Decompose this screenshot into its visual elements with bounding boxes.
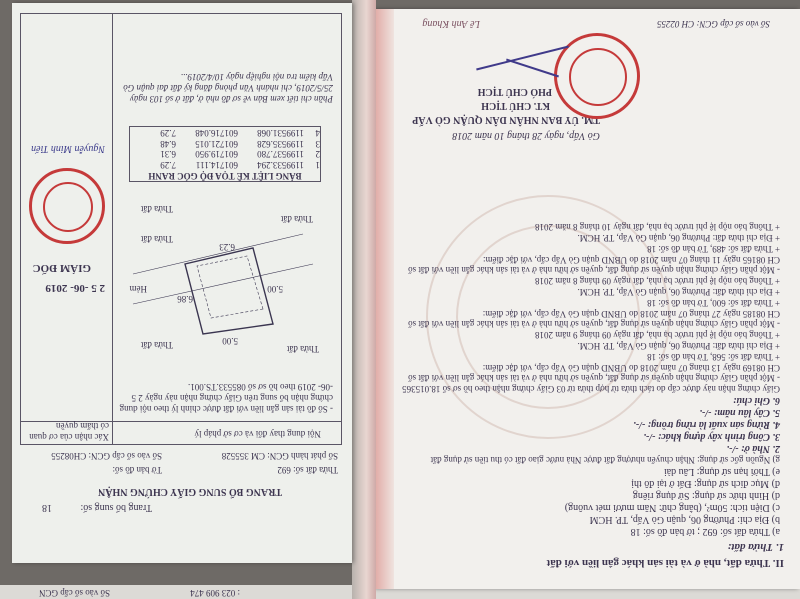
coord-cell: 3 xyxy=(315,138,320,149)
dimension-label: 6.23 xyxy=(219,242,235,252)
page-no: 18 xyxy=(42,502,52,513)
footer-note: Phần chi tiết xem Bản vẽ sơ đồ nhà ở, đất ở số 103 ngày 25/5/2019, chi nhánh Văn phòng đăng ký đất đai quận Gò Vấp kiểm tra nội nghiệp ngày 10/4/2019... xyxy=(123,72,333,104)
strip-phone: : 023 909 474 xyxy=(190,588,240,598)
detail-line: b) Địa chỉ: Phường 06, quận Gò Vấp, TP. HCM xyxy=(589,514,780,525)
detail-line: 2. Nhà ở: -/-. xyxy=(726,443,780,455)
detail-line: - Một phần Giấy chứng nhận quyền sử dụng đất, quyền sở hữu nhà ở và tài sản khác gắn liền với đất số CH 08169 ngày 13 tháng 07 năm 2018 do UBND quận Gò Vấp cấp, với đặc điểm: xyxy=(408,362,780,384)
coord-cell: 1199535.628 xyxy=(257,138,304,149)
supplement-title: TRANG BỔ SUNG GIẤY CHỨNG NHẬN xyxy=(98,486,282,497)
coord-cell: 1199537.780 xyxy=(257,149,304,160)
detail-line: + Thửa đất số: 568, Tờ bản đồ số: 18 xyxy=(647,351,780,362)
dimension-label: 5.00 xyxy=(222,336,238,346)
detail-line: + Thông báo nộp lệ phí trước bạ nhà, đất ngày 09 tháng 9 năm 2018 xyxy=(535,330,780,341)
detail-line: 5. Cây lâu năm: -/-. xyxy=(699,407,780,419)
coord-cell: 601714.111 xyxy=(195,160,238,171)
coordinate-table xyxy=(129,126,321,182)
coord-row xyxy=(130,127,320,138)
coord-cell: 1199533.294 xyxy=(257,160,304,171)
detail-line: + Địa chỉ thửa đất: Phường 06, quận Gò Vấp, TP. HCM. xyxy=(577,233,780,244)
table-divider xyxy=(112,14,113,444)
map-label: Thửa đất xyxy=(140,234,173,244)
plot-diagram xyxy=(123,194,323,364)
detail-line: - Một phần Giấy chứng nhận quyền sử dụng đất, quyền sở hữu nhà ở và tài sản khác gắn liền với đất số CH 08185 ngày 27 tháng 07 năm 2018 do UBND quận Gò Vấp cấp, với đặc điểm: xyxy=(408,308,780,330)
branch-seal xyxy=(29,168,105,244)
detail-line: g) Nguồn gốc sử dụng: Nhận chuyển nhượng đất được Nhà nước giao đất có thu tiền sử dụng đất xyxy=(430,455,780,465)
coord-cell: 7.29 xyxy=(160,127,176,138)
coord-cell: 601719.950 xyxy=(195,149,238,160)
coord-row xyxy=(130,138,320,149)
certificate-main-page xyxy=(376,9,800,589)
issue-date: Gò Vấp, ngày 28 tháng 10 năm 2018 xyxy=(452,130,600,141)
table-header: Xác nhận của cơ quan có thẩm quyền xyxy=(29,421,109,442)
coord-cell: 601721.015 xyxy=(195,138,238,149)
director-name: Nguyễn Minh Tiến xyxy=(31,143,105,154)
coord-cell: 7.29 xyxy=(160,160,176,171)
coord-row xyxy=(130,149,320,160)
detail-line: đ) Mục đích sử dụng: Đất ở tại đô thị xyxy=(631,478,780,489)
table-header: Nội dung thay đổi và cơ sở pháp lý xyxy=(194,429,321,439)
stamp-date: 2 5 -06- 2019 xyxy=(45,282,105,294)
map-label: Thửa đất xyxy=(140,340,173,350)
dimension-label: 6.86 xyxy=(177,294,193,304)
detail-line: Giấy chứng nhận này được cấp do tách thửa từ hợp thửa từ 03 Giấy chứng nhận theo hồ sơ số 18.015365 xyxy=(402,384,780,395)
page-note: Trang bổ sung số: xyxy=(80,502,152,513)
signature xyxy=(506,59,559,78)
branch-seal-inner xyxy=(43,182,93,232)
coord-title: BẢNG LIỆT KÊ TỌA ĐỘ GÓC RANH xyxy=(148,171,302,181)
detail-line: a) Thửa đất số: 692 ; tờ bản đồ số: 18 xyxy=(630,526,780,537)
plot-header: 1. Thửa đất: xyxy=(727,541,784,553)
detail-line: + Địa chỉ thửa đất: Phường 06, quận Gò Vấp, TP. HCM. xyxy=(577,287,780,298)
section-header: II. Thửa đất, nhà ở và tài sản khác gắn liền với đất xyxy=(546,557,784,569)
detail-line: + Địa chỉ thửa đất: Phường 06, quận Gò Vấp, TP. HCM. xyxy=(577,341,780,352)
detail-line: 4. Rừng sản xuất là rừng trồng: -/-. xyxy=(633,419,780,431)
coord-cell: 1199531.068 xyxy=(257,127,304,138)
field-book: Số vào sổ cấp GCN: CH08255 xyxy=(51,451,162,461)
detail-line: e) Thời hạn sử dụng: Lâu dài xyxy=(663,466,780,477)
detail-line: + Thông báo nộp lệ phí trước bạ nhà, đất ngày 10 tháng 8 năm 2018 xyxy=(535,222,780,233)
detail-line: + Thửa đất số: 489, Tờ bản đồ số: 18 xyxy=(647,243,780,254)
header-serial: Số vào sổ cấp GCN: CH 02255 xyxy=(657,19,770,29)
detail-line: 6. Ghi chú: xyxy=(733,395,780,407)
field-serial: Số phát hành GCN: CM 355528 xyxy=(221,451,338,461)
changes-table xyxy=(20,13,342,445)
page-edge-band xyxy=(376,9,394,589)
coord-row xyxy=(130,159,320,170)
coord-cell: 601716.048 xyxy=(195,127,238,138)
coord-cell: 6.48 xyxy=(160,138,176,149)
detail-line: 3. Công trình xây dựng khác: -/-. xyxy=(643,431,780,443)
map-label: Hẻm xyxy=(129,284,147,294)
map-label: Thửa đất xyxy=(280,214,313,224)
coord-cell: 4 xyxy=(315,127,320,138)
change-note: - Sổ đồ tài sản gắn liền với đất được chỉnh lý theo nội dung chứng nhận bổ sung trên Giấy chứng nhận này ngày 2 5 -06- 2019 theo hồ sơ số 085533.TS.001. xyxy=(119,382,333,414)
map-label: Thửa đất xyxy=(140,204,173,214)
book-fold xyxy=(352,0,376,599)
field-map: Tờ bản đồ số: xyxy=(112,465,162,475)
coord-cell: 2 xyxy=(315,149,320,160)
detail-line: + Thửa đất số: 600, Tờ bản đồ số: 18 xyxy=(647,297,780,308)
field-plot: Thửa đất số: 692 xyxy=(277,465,338,475)
director-title: GIÁM ĐỐC xyxy=(32,262,91,274)
map-label: Thửa đất xyxy=(286,344,319,354)
plot-details xyxy=(395,221,780,537)
detail-line: - Một phần Giấy chứng nhận quyền sử dụng đất, quyền sở hữu nhà ở và tài sản khác gắn liền với đất số CH 08165 ngày 11 tháng 07 năm 2018 do UBND quận Gò Vấp cấp, với đặc điểm: xyxy=(408,254,780,276)
coord-cell: 6.31 xyxy=(160,149,176,160)
detail-line: + Thông báo nộp lệ phí trước bạ nhà, đất ngày 09 tháng 8 năm 2018 xyxy=(535,276,780,287)
detail-line: d) Hình thức sử dụng: Sử dụng riêng xyxy=(632,490,780,501)
signer-name: Lê Anh Khang xyxy=(422,18,480,29)
detail-line: c) Diện tích: 50m², (bằng chữ: Năm mươi mét vuông) xyxy=(564,502,780,513)
dimension-label: 5.00 xyxy=(267,284,283,294)
strip-text: Số vào sổ cấp GCN xyxy=(39,588,110,598)
signer-title: PHÓ CHỦ TỊCH xyxy=(477,86,552,97)
coord-cell: 1 xyxy=(315,160,320,171)
official-seal-inner xyxy=(569,48,627,106)
signer-org: TM. ỦY BAN NHÂN DÂN QUẬN GÒ VẤP xyxy=(412,114,600,125)
signer-role: KT. CHỦ TỊCH xyxy=(481,100,550,111)
supplement-page xyxy=(12,3,352,563)
